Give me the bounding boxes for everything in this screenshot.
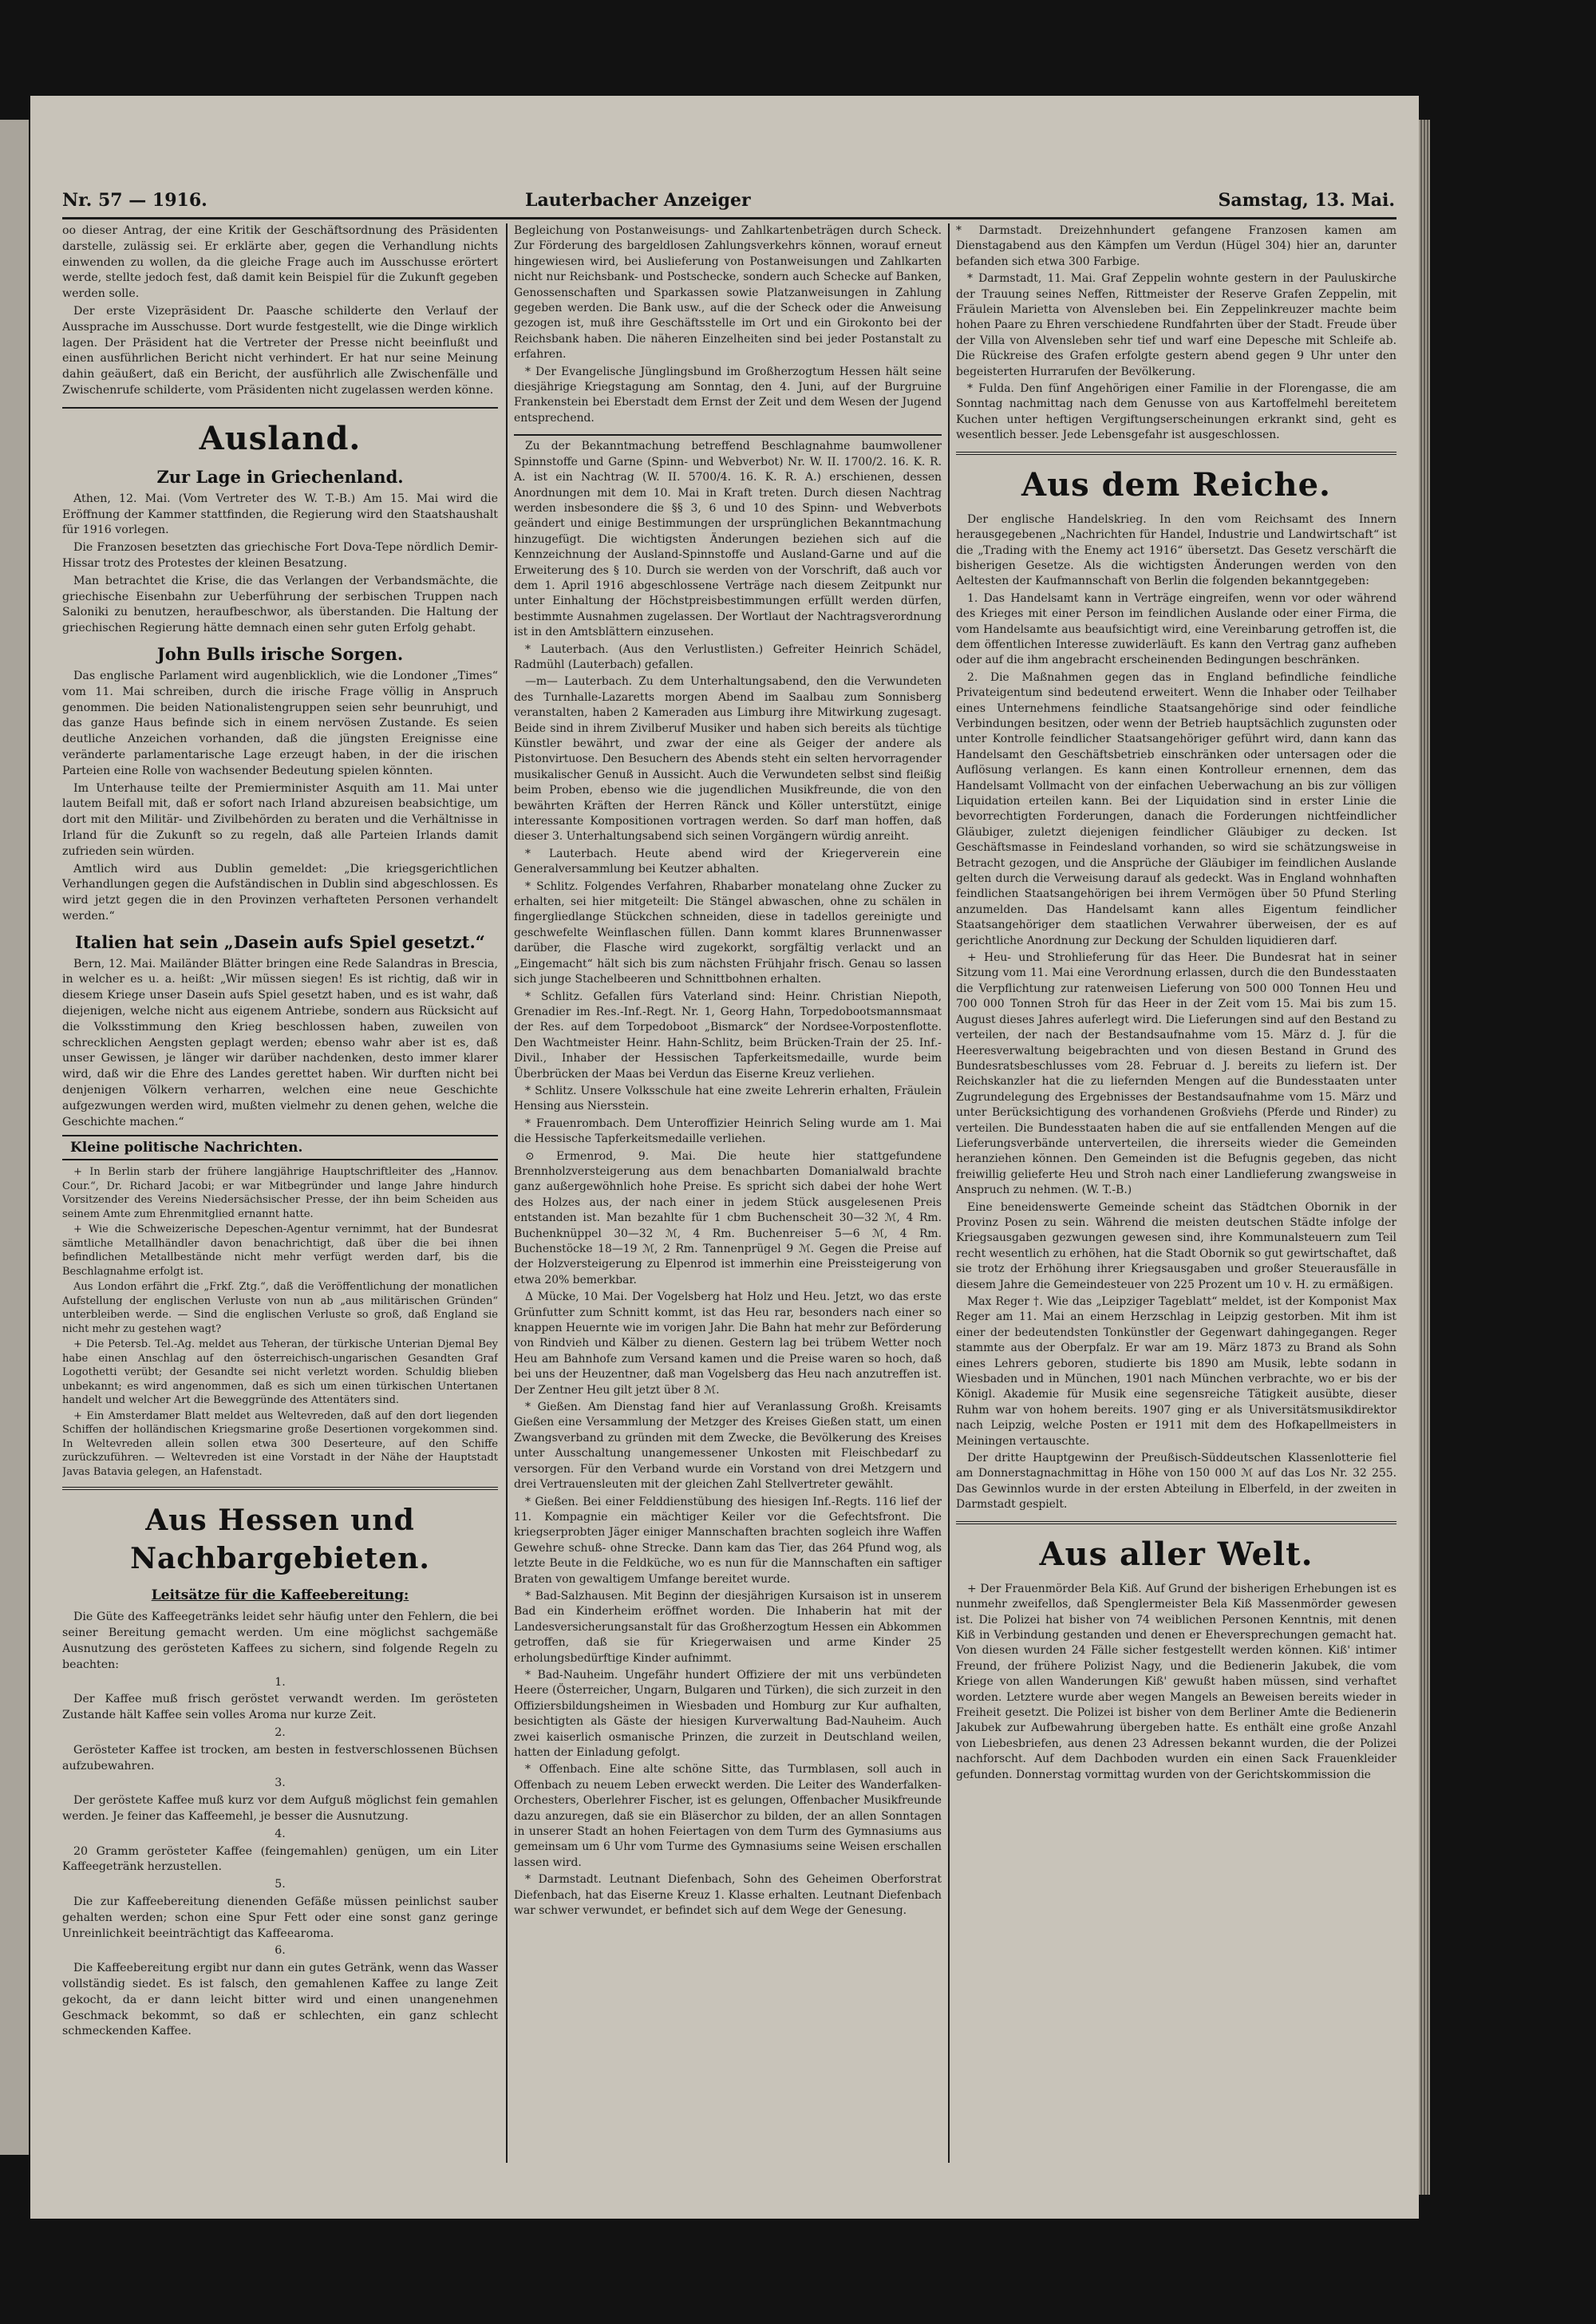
news-item: Zu der Bekanntmachung betreffend Beschlagnahme baumwollener Spinnstoffe und Garne (Spinn- und Webverbot) Nr. W. II. 1700/2. 16. K. R. A. ist ein Nachtrag (W. II. 5700/4. 16. K. R. A.) erschienen, dessen Anordnungen mit dem 10. Mai in Kraft treten. Durch diesen Nachtrag werden insbesondere die §§ 3, 6 und 10 des Spinn- und Webverbots geändert und einige Bestimmungen der ursprünglichen Bekanntmachung hinzugefügt. Die wichtigsten Änderungen beziehen sich auf die Kennzeichnung der Ausland-Spinnstoffe und Ausland-Garne und auf die Erweiterung des § 10. Durch sie werden von der Vorschrift, daß auch vor dem 1. April 1916 abgeschlossene Verträge nach diesem Zeitpunkt nur unter Einhaltung der Höchstpreisbestimmungen erfüllt werden dürfen, bestimmte Ausnahmen zugelassen. Der Wortlaut der Nachtragsverordnung ist in den Amtsblättern einzusehen. [514,440,942,639]
section-title-hessen: Aus Hessen und Nachbargebieten. [130,1504,430,1576]
article-title: Italien hat sein „Dasein aufs Spiel gesetzt.“ [75,931,485,952]
rule-number: 2. [275,1726,286,1740]
news-item: + In Berlin starb der frühere langjährige Hauptschriftleiter des „Hannov. Cour.“, Dr. Richard Jacobi; er war Mitbegründer und lange Jahre hindurch Vorsitzender des Vereins Niedersächsischer Presse, der ihn beim Scheiden aus seinem Amte zum Ehrenmitglied ernannt hatte. [62,1166,498,1220]
article-paragraph: Das englische Parlament wird augenblicklich, wie die Londoner „Times“ vom 11. Mai schreiben, durch die irische Frage völlig in Anspruch genommen. Die beiden Nationalistengruppen seien sehr beunruhigt, und das ganze Haus befinde sich in einem nervösen Zustande. Es seien deutliche Anzeichen vorhanden, daß die jüngsten Ereignisse eine veränderte parlamentarische Lage erzeugt haben, in der die irischen Parteien eine Rolle von wachsender Bedeutung spielen könnten. [62,669,498,777]
rule-number: 5. [275,1878,286,1891]
article-paragraph: oo dieser Antrag, der eine Kritik der Geschäftsordnung des Präsidenten darstelle, zulässig sei. Er erklärte aber, gegen die Verhandlung nichts einwenden zu wollen, da die gleiche Frage auch im Ausschusse erörtert werde, stellte jedoch fest, daß damit kein Beispiel für die Zukunft gegeben werden solle. [62,224,498,301]
rule-text: Die Kaffeebereitung ergibt nur dann ein gutes Getränk, wenn das Wasser vollständig siedet. Es ist falsch, den gemahlenen Kaffee zu lange Zeit gekocht, da er dann leicht bitter wird und einen unangenehmen Geschmack bekommt, so daß er schlechten, ein ganz schlecht schmeckenden Kaffee. [62,1962,498,2038]
newspaper-name: Lauterbacher Anzeiger [525,190,751,211]
rule-number: 4. [275,1827,286,1840]
news-item: Begleichung von Postanweisungs- und Zahlkartenbeträgen durch Scheck. Zur Förderung des bargeldlosen Zahlungsverkehrs können, worauf erneut hingewiesen wird, bei Auslieferung von Postanweisungen und Zahlkarten nicht nur Reichsbank- und Postschecke, sondern auch Schecke auf Banken, Genossenschaften und Sparkassen sowie Platzanweisungen in Zahlung gegeben werden. Die Bank usw., auf die der Scheck oder die Anweisung gezogen ist, muß ihre Geschäftsstelle im Ort und ein Girokonto bei der Reichsbank haben. Die näheren Einzelheiten sind bei jeder Postanstalt zu erfahren. [514,224,942,362]
news-item: * Bad-Salzhausen. Mit Beginn der diesjährigen Kursaison ist in unserem Bad ein Kinderheim eröffnet worden. Die Inhaberin hat mit der Landesversicherungsanstalt für das Großherzogtum Hessen ein Abkommen getroffen, daß sie für Kriegerwaisen und arme Kinder 25 erholungsbedürftige Kinder aufnimmt. [514,1589,942,1665]
article-paragraph: Der erste Vizepräsident Dr. Paasche schilderte den Verlauf der Aussprache im Ausschusse. Dort wurde festgestellt, wie die Dinge wirklich lagen. Der Präsident hat die Vertreter der Presse nicht beeinflußt und einen ausführlichen Bericht nicht verhindert. Er hat nur seine Meinung dahin geäußert, daß ein Bericht, der ausführlich alle Zwischenfälle und Zwischenrufe schilderte, vom Präsidenten nicht zugelassen werden könne. [62,304,498,397]
column-2 [514,223,942,2171]
section-divider [62,1487,498,1490]
rule-text: Gerösteter Kaffee ist trocken, am besten in festverschlossenen Büchsen aufzubewahren. [62,1743,498,1773]
section-title-welt: Aus aller Welt. [1039,1535,1314,1573]
news-item: * Schlitz. Folgendes Verfahren, Rhabarber monatelang ohne Zucker zu erhalten, sei hier mitgeteilt: Die Stängel abwaschen, ohne zu schälen in fingergliedlange Stückchen schneiden, diese in tadellos gereinigte und geschwefelte Weinflaschen füllen. Dann kommt klares Brunnenwasser darüber, die Flasche wird zugekorkt, sorgfältig verlackt und an „Eingemacht“ hält sich bis zum nächsten Frühjahr frisch. Genau so lassen sich junge Stachelbeeren und Schnittbohnen erhalten. [514,879,942,986]
page-stack-edge [1419,120,1430,2195]
news-item: + Wie die Schweizerische Depeschen-Agentur vernimmt, hat der Bundesrat sämtliche Metallhändler davon benachrichtigt, daß über die bei ihnen befindlichen Metallbestände nicht mehr verfügt werden darf, bis die Beschlagnahme erfolgt ist. [62,1223,498,1278]
news-item: Δ Mücke, 10 Mai. Der Vogelsberg hat Holz und Heu. Jetzt, wo das erste Grünfutter zum Schnitt kommt, ist das Heu rar, besonders nach einer so knappen Heuernte wie im vorigen Jahr. Die Bahn hat mehr zur Beförderung von Rindvieh und Kälber zu dienen. Gestern lag bei trübem Wetter noch Heu am Bahnhofe zum Versand kamen und die Preise waren so hoch, daß bei uns der Heuzentner, daß man Vogelsberg das Heu nach anzutreffen ist. Der Zentner Heu gilt jetzt über 8 ℳ. [514,1290,942,1397]
article-title: Leitsätze für die Kaffeebereitung: [151,1587,409,1604]
news-item: * Gießen. Am Dienstag fand hier auf Veranlassung Großh. Kreisamts Gießen eine Versammlung der Metzger des Kreises Gießen statt, um einen Zwangsverband zu gründen mit dem Zwecke, die Bevölkerung des Kreises unter Ausschaltung unangemessener Unkosten mit Fleischbedarf zu versorgen. Für den Verband wurde ein Vorstand von drei Metzgern und drei Vertrauensleuten mit der gleichen Zahl Stellvertreter gewählt. [514,1401,942,1492]
news-item: * Schlitz. Gefallen fürs Vaterland sind: Heinr. Christian Niepoth, Grenadier im Res.-Inf.-Regt. Nr. 1, Georg Hahn, Torpedobootsmannsmaat der Res. auf dem Torpedoboot „Bismarck“ der Nordsee-Vorpostenflotte. Den Wachtmeister Heinr. Hahn-Schlitz, beim Brücken-Train der 25. Inf.-Divil., Inhaber der Hessischen Tapferkeitsmedaille, wurde beim Überbrücken der Maas bei Verdun das Eiserne Kreuz verliehen. [514,990,942,1081]
news-item: Max Reger †. Wie das „Leipziger Tageblatt“ meldet, ist der Komponist Max Reger am 11. Mai an einem Herzschlag in Leipzig gestorben. Mit ihm ist einer der bedeutendsten Tonkünstler der Gegenwart dahingegangen. Reger stammte aus der Oberpfalz. Er war am 19. März 1873 zu Brand als Sohn eines Lehrers geboren, studierte bis 1890 am Musik, lebte sodann in Wiesbaden und in München, 1901 nach München verbrachte, wo er bis der Königl. Akademie für Musik eine segensreiche Tätigkeit ausübte, dieser Ruhm war von hohem bereits. 1907 ging er als Universitätsmusikdirektor nach Leipzig, welche Posten er 1911 mit dem des Hofkapellmeisters in Meiningen vertauschte. [956,1295,1396,1448]
news-item: + Heu- und Strohlieferung für das Heer. Die Bundesrat hat in seiner Sitzung vom 11. Mai eine Verordnung erlassen, durch die den Bundesstaaten die Verpflichtung zur ratenweisen Lieferung von 500 000 Tonnen Heu und 700 000 Tonnen Stroh für das Heer in der Zeit vom 15. Mai bis zum 15. August dieses Jahres auferlegt wird. Die Lieferungen sind auf den Bestand zu verteilen, der nach der Bestandsaufnahme vom 15. März d. J. für die Heeresverwaltung beigebrachten und von diesen Bestand in Grund des Bundesratsbeschlusses vom 28. Februar d. J. bereits zu liefern ist. Der Reichskanzler hat die zu liefernden Mengen auf die Bundesstaaten unter Zugrundelegung des Ergebnisses der Bestandsaufnahme vom 15. März und unter Berücksichtigung des vorhandenen Großviehs (Pferde und Rinder) zu verteilen. Die Bundesstaaten haben die auf sie entfallenden Mengen auf die Lieferungsverbände unterverteilen, die ihrerseits wieder die Gemeinden heranziehen können. Den Gemeinden ist die Befugnis gegeben, das nicht freiwillig gelieferte Heu und Stroh nach einer Landlieferung zwangsweise in Anspruch zu nehmen. (W. T.-B.) [956,951,1396,1197]
news-item: * Fulda. Den fünf Angehörigen einer Familie in der Florengasse, die am Sonntag nachmittag nach dem Genusse von aus Kartoffelmehl bereitetem Kuchen unter heftigen Vergiftungserscheinungen erkrankt sind, geht es wesentlich besser. Jede Lebensgefahr ist ausgeschlossen. [956,382,1396,442]
news-item: Der englische Handelskrieg. In den vom Reichsamt des Innern herausgegebenen „Nachrichten für Handel, Industrie und Landwirtschaft“ ist die „Trading with the Enemy act 1916“ übersetzt. Das Gesetz verschärft die bisherigen Gesetze. Als die wichtigsten Änderungen werden von den Aeltesten der Kaufmannschaft von Berlin die folgenden bekanntgegeben: [956,512,1396,588]
newspaper-page [30,96,1419,2219]
news-item: * Lauterbach. (Aus den Verlustlisten.) Gefreiter Heinrich Schädel, Radmühl (Lauterbach) gefallen. [514,642,942,671]
rule-number: 1. [275,1675,286,1689]
rule-text: 20 Gramm gerösteter Kaffee (feingemahlen) genügen, um ein Liter Kaffeegetränk herzustellen. [62,1844,498,1874]
rule-number: 6. [275,1944,286,1958]
news-item: Eine beneidenswerte Gemeinde scheint das Städtchen Obornik in der Provinz Posen zu sein. Während die meisten deutschen Städte infolge der Kriegsausgaben gezwungen gewesen sind, ihre Kommunalsteuern zum Teil recht wesentlich zu erhöhen, hat die Stadt Obornik so gut gewirtschaftet, daß sie trotz der Erhöhung ihrer Kriegsausgaben und großer Steuerausfälle in diesem Jahre die Gemeindesteuer von 225 Prozent um 10 v. H. zu ermäßigen. [956,1200,1396,1291]
news-item: * Lauterbach. Heute abend wird der Kriegerverein eine Generalversammlung bei Keutzer abhalten. [514,847,942,876]
news-item: * Darmstadt. Dreizehnhundert gefangene Franzosen kamen am Dienstagabend aus den Kämpfen um Verdun (Hügel 304) hier an, darunter befanden sich etwa 300 Farbige. [956,224,1396,268]
page-header [62,190,1395,217]
column-3 [956,223,1396,2171]
section-divider [956,452,1396,455]
news-item: Aus London erfährt die „Frkf. Ztg.“, daß die Veröffentlichung der monatlichen Aufstellung der englischen Verluste von nun ab „aus militärischen Gründen“ unterbleiben werde. — Sind die englischen Verluste so groß, daß England sie nicht mehr zu gestehen wagt? [62,1281,498,1335]
news-item: Der dritte Hauptgewinn der Preußisch-Süddeutschen Klassenlotterie fiel am Donnerstagnachmittag in Höhe von 150 000 ℳ auf das Los Nr. 32 255. Das Gewinnlos wurde in der ersten Abteilung in Elberfeld, in der zweiten in Darmstadt gespielt. [956,1452,1396,1512]
article-title: John Bulls irische Sorgen. [156,643,404,664]
news-item: * Darmstadt, 11. Mai. Graf Zeppelin wohnte gestern in der Pauluskirche der Trauung seines Neffen, Rittmeister der Reserve Grafen Zeppelin, mit Fräulein Marietta von Alvensleben bei. Ein Zeppelinkreuzer machte beim hohen Paare zu Ehren verschiedene Rundfahrten über der Stadt. Freude über der Villa von Alvensleben sehr tief und warf eine Depesche mit Schleife ab. Die Rückreise des Grafen erfolgte gestern abend gegen 9 Uhr unter den begeisterten Hurrarufen der Bevölkerung. [956,272,1396,378]
header-rule [62,217,1396,219]
issue-number: Nr. 57 — 1916. [62,190,207,211]
column-1 [62,223,498,2171]
section-title-ausland: Ausland. [199,419,361,457]
rule-text: Der Kaffee muß frisch geröstet verwandt werden. Im gerösteten Zustande hält Kaffee sein volles Aroma nur kurze Zeit. [62,1693,498,1722]
news-item: * Frauenrombach. Dem Unteroffizier Heinrich Seling wurde am 1. Mai die Hessische Tapferkeitsmedaille verliehen. [514,1117,942,1146]
article-paragraph: Die Franzosen besetzten das griechische Fort Dova-Tepe nördlich Demir-Hissar trotz des Protestes der kleinen Besatzung. [62,541,498,570]
rule-text: Die zur Kaffeebereitung dienenden Gefäße müssen peinlichst sauber gehalten werden; schon eine Spur Fett oder eine sonst ganz geringe Unreinlichkeit beeinträchtigt das Kaffeearoma. [62,1895,498,1940]
article-paragraph: Man betrachtet die Krise, die das Verlangen der Verbandsmächte, die griechische Eisenbahn zur Ueberführung der serbischen Truppen nach Saloniki zu benutzen, heraufbeschwor, als überstanden. Die Haltung der griechischen Regierung hätte demnach einen sehr guten Erfolg gehabt. [62,574,498,635]
rule-number: 3. [275,1777,286,1790]
news-item: * Der Evangelische Jünglingsbund im Großherzogtum Hessen hält seine diesjährige Kriegstagung am Sonntag, den 4. Juni, auf der Burgruine Frankenstein bei Eberstadt dem Ernst der Zeit und dem Wesen der Jugend entsprechend. [514,365,942,425]
previous-page-edge [0,120,29,2155]
article-title: Kleine politische Nachrichten. [62,1135,498,1160]
news-item: * Bad-Nauheim. Ungefähr hundert Offiziere der mit uns verbündeten Heere (Österreicher, Ungarn, Bulgaren und Türken), die sich zurzeit in den Offiziersbildungsheimen in Wiesbaden und Homburg zur Kur aufhalten, besichtigten als Gäste der hiesigen Kurverwaltung Bad-Nauheim. Auch zwei kaiserlich osmanische Prinzen, die zurzeit in Deutschland weilen, hatten der Einladung gefolgt. [514,1668,942,1759]
article-paragraph: Bern, 12. Mai. Mailänder Blätter bringen eine Rede Salandras in Brescia, in welcher es u. a. heißt: „Wir müssen siegen! Es ist richtig, daß wir in diesem Kriege unser Dasein aufs Spiel gesetzt haben, und es ist wahr, daß diejenigen, welche nicht aus eigenem Antriebe, sondern aus Rücksicht auf die Volksstimmung den Krieg beschlossen haben, zuweilen von schrecklichen Aengsten geplagt werden; ebenso wahr aber ist es, daß unser Gewissen, je länger wir darüber nachdenken, desto immer klarer wird, daß wir die Ehre des Landes gerettet haben. Wir durften nicht bei denjenigen Völkern verharren, welchen eine neue Geschichte aufgezwungen werden wird, mußten vielmehr zu denen gehen, welche die Geschichte machen.“ [62,957,498,1128]
section-divider [62,407,498,409]
news-item: ⊙ Ermenrod, 9. Mai. Die heute hier stattgefundene Brennholzversteigerung aus dem benachbarten Domanialwald brachte ganz außergewöhnlich hohe Preise. Es spricht sich dabei der hohe Wert des Holzes aus, der nach einer in jedem Stück ausgelesenen Preis entstanden ist. Man bezahlte für 1 cbm Buchenscheit 30—32 ℳ, 4 Rm. Buchenknüppel 30—32 ℳ, 4 Rm. Buchenreiser 5—6 ℳ, 4 Rm. Buchenstöcke 18—19 ℳ, 2 Rm. Tannenprügel 9 ℳ. Gegen die Preise auf der Holzversteigerung zu Elpenrod ist immerhin eine Preissteigerung von etwa 20% bemerkbar. [514,1149,942,1286]
news-item: + Der Frauenmörder Bela Kiß. Auf Grund der bisherigen Erhebungen ist es nunmehr zweifellos, daß Spenglermeister Bela Kiß Massenmörder gewesen ist. Die Polizei hat bisher von 74 weiblichen Personen Kenntnis, mit denen Kiß in Verbindung gestanden und denen er Eheversprechungen gemacht hat. Von diesen wurden 24 Fälle sicher festgestellt werden können. Kiß' intimer Freund, der frühere Polizist Nagy, und die Bedienerin Jakubek, die vom Kriege von allen Wanderungen Kiß' gewußt haben müssen, sind verhaftet worden. Letztere wurde aber wegen Mangels an Beweisen bereits wieder in Freiheit gesetzt. Die Polizei ist bisher von dem Berliner Amte die Bedienerin Jakubek zur Aufbewahrung übergeben hatte. Es enthält eine große Anzahl von Liebesbriefen, aus denen 23 Adressen bekannt wurden, die der Polizei nachforscht. Auf dem Dachboden wurden ein einen Sack Frauenkleider gefunden. Donnerstag vormittag wurden von der Gerichtskommission die [956,1582,1396,1781]
news-item: * Offenbach. Eine alte schöne Sitte, das Turmblasen, soll auch in Offenbach zu neuem Leben erweckt werden. Die Leiter des Wanderfalken-Orchesters, Oberlehrer Fischer, ist es gelungen, Offenbacher Musikfreunde dazu anzuregen, daß sie ein Bläserchor zu bilden, der an allen Sonntagen in unserer Stadt an hohen Feiertagen von dem Turm des Gymnasiums aus gemeinsam um 6 Uhr vom Turme des Gymnasiums seine Weisen erschallen lassen wird. [514,1763,942,1869]
news-item: —m— Lauterbach. Zu dem Unterhaltungsabend, den die Verwundeten des Turnhalle-Lazaretts morgen Abend im Saalbau zum Sonnisberg veranstalten, haben 2 Kameraden aus Limburg ihre Mitwirkung zugesagt. Beide sind in ihrem Zivilberuf Musiker und haben sich bereits als tüchtige Künstler bewährt, und zwar der eine als Geiger der andere als Pistonvirtuose. Den Besuchern des Abends steht ein selten hervorragender musikalischer Genuß in Aussicht. Auch die Verwundeten selbst sind fleißig beim Proben, ebenso wie die jugendlichen Musikfreunde, die von den bewährten Kräften der Herren Ränck und Köller unterstützt, einige interessante Kompositionen vortragen werden. So darf man hoffen, daß dieser 3. Unterhaltungsabend sich seinen Vorgängern würdig anreiht. [514,675,942,844]
news-item: * Gießen. Bei einer Felddienstübung des hiesigen Inf.-Regts. 116 lief der 11. Kompagnie ein mächtiger Keiler vor die Gefechtsfront. Die kriegserprobten Jäger einiger Mannschaften brachten sogleich ihre Waffen Gewehre schuß- ohne Strecke. Dann kam das Tier, das 264 Pfund wog, als letzte Beute in die Feldküche, wo es nun für die Mannschaften ein saftiger Braten von gewaltigem Umfange bereitet wurde. [514,1495,942,1586]
news-item: * Darmstadt. Leutnant Diefenbach, Sohn des Geheimen Oberforstrat Diefenbach, hat das Eiserne Kreuz 1. Klasse erhalten. Leutnant Diefenbach war schwer verwundet, er befindet sich auf dem Wege der Genesung. [514,1873,942,1918]
column-rule-2 [948,223,950,2163]
news-item: 1. Das Handelsamt kann in Verträge eingreifen, wenn vor oder während des Krieges mit einer Person im feindlichen Auslande oder einer Firma, die vom Handelsamte aus beaufsichtigt wird, eine Vereinbarung getroffen ist, die dem öffentlichen Interesse zuwiderläuft. Es kann den Vertrag ganz aufheben oder auf die ihm angebracht erscheinenden Bedingungen beschränken. [956,591,1396,667]
issue-date: Samstag, 13. Mai. [1218,190,1395,211]
news-item: * Schlitz. Unsere Volksschule hat eine zweite Lehrerin erhalten, Fräulein Hensing aus Niersstein. [514,1084,942,1113]
rule-text: Der geröstete Kaffee muß kurz vor dem Aufguß möglichst fein gemahlen werden. Je feiner das Kaffeemehl, je besser die Ausnutzung. [62,1794,498,1824]
news-item: + Die Petersb. Tel.-Ag. meldet aus Teheran, der türkische Unterian Djemal Bey habe einen Anschlag auf den österreichisch-ungarischen Gesandten Graf Logothetti verübt; der Gesandte sei nicht verletzt worden. Schuldig blieben unbekannt; es wird angenommen, daß es sich um einen türkischen Untertanen handelt und welcher Art die Beweggründe des Attentäters sind. [62,1338,498,1407]
section-divider [956,1521,1396,1524]
article-paragraph: Amtlich wird aus Dublin gemeldet: „Die kriegsgerichtlichen Verhandlungen gegen die Aufständischen in Dublin sind abgeschlossen. Es wird jetzt gegen die in den Provinzen verhafteten Personen verhandelt werden.“ [62,862,498,923]
article-paragraph: Im Unterhause teilte der Premierminister Asquith am 11. Mai unter lautem Beifall mit, daß er sofort nach Irland abzureisen beabsichtige, um dort mit den Militär- und Zivilbehörden zu beraten und die Verhältnisse in Irland für die Zukunft so zu regeln, daß alle Parteien Irlands damit zufrieden sein würden. [62,781,498,858]
column-rule-1 [506,223,508,2163]
news-item: 2. Die Maßnahmen gegen das in England befindliche feindliche Privateigentum sind bedeutend erweitert. Wenn die Inhaber oder Teilhaber eines Unternehmens feindliche Staatsangehörige sind oder feindliche Verbindungen besitzen, oder wenn der Betrieb hauptsächlich zugunsten oder unter Kontrolle feindlicher Staatsangehöriger geführt wird, dann kann das Handelsamt den Geschäftsbetrieb einschränken oder untersagen oder die Auflösung verlangen. Es kann einen Kontrolleur ernennen, dem das Handelsamt Vollmacht von der einfachen Ueberwachung an bis zur völligen Liquidation erteilen kann. Bei der Liquidation sind in erster Linie die bevorrechtigten Forderungen, danach die Forderungen nichtfeindlicher Gläubiger, zuletzt diejenigen feindlicher Gläubiger zu decken. Ist Geschäftsmasse in Feindesland vorhanden, so wird sie schätzungsweise in Betracht gezogen, und die Ansprüche der Gläubiger im feindlichen Auslande gelten durch die Verweisung darauf als gedeckt. Was in England wohnhaften feindlichen Staatsangehörigen bei ihrem Vermögen über 50 Pfund Sterling anzumelden. Das Handelsamt kann alles Eigentum feindlicher Staatsangehöriger dem staatlichen Verwahrer überweisen, der es auf gerichtliche Anordnung zur Deckung der Schulden liquidieren darf. [956,670,1396,947]
section-title-reiche: Aus dem Reiche. [1021,465,1331,504]
article-title: Zur Lage in Griechenland. [156,466,404,487]
section-divider [514,434,942,436]
article-paragraph: Die Güte des Kaffeegetränks leidet sehr häufig unter den Fehlern, die bei seiner Bereitung gemacht werden. Um eine möglichst sachgemäße Ausnutzung des gerösteten Kaffees zu sichern, sind folgende Regeln zu beachten: [62,1611,498,1671]
news-item: + Ein Amsterdamer Blatt meldet aus Weltevreden, daß auf den dort liegenden Schiffen der holländischen Kriegsmarine große Desertionen vorgekommen sind. In Weltevreden allein sollen etwa 300 Deserteure, auf den Schiffe zurückzuführen. — Weltevreden ist eine Vorstadt in der Nähe der Hauptstadt Javas Batavia gelegen, an Hafenstadt. [62,1409,498,1478]
article-paragraph: Athen, 12. Mai. (Vom Vertreter des W. T.-B.) Am 15. Mai wird die Eröffnung der Kammer stattfinden, die Regierung wird den Staatshaushalt für 1916 vorlegen. [62,492,498,537]
